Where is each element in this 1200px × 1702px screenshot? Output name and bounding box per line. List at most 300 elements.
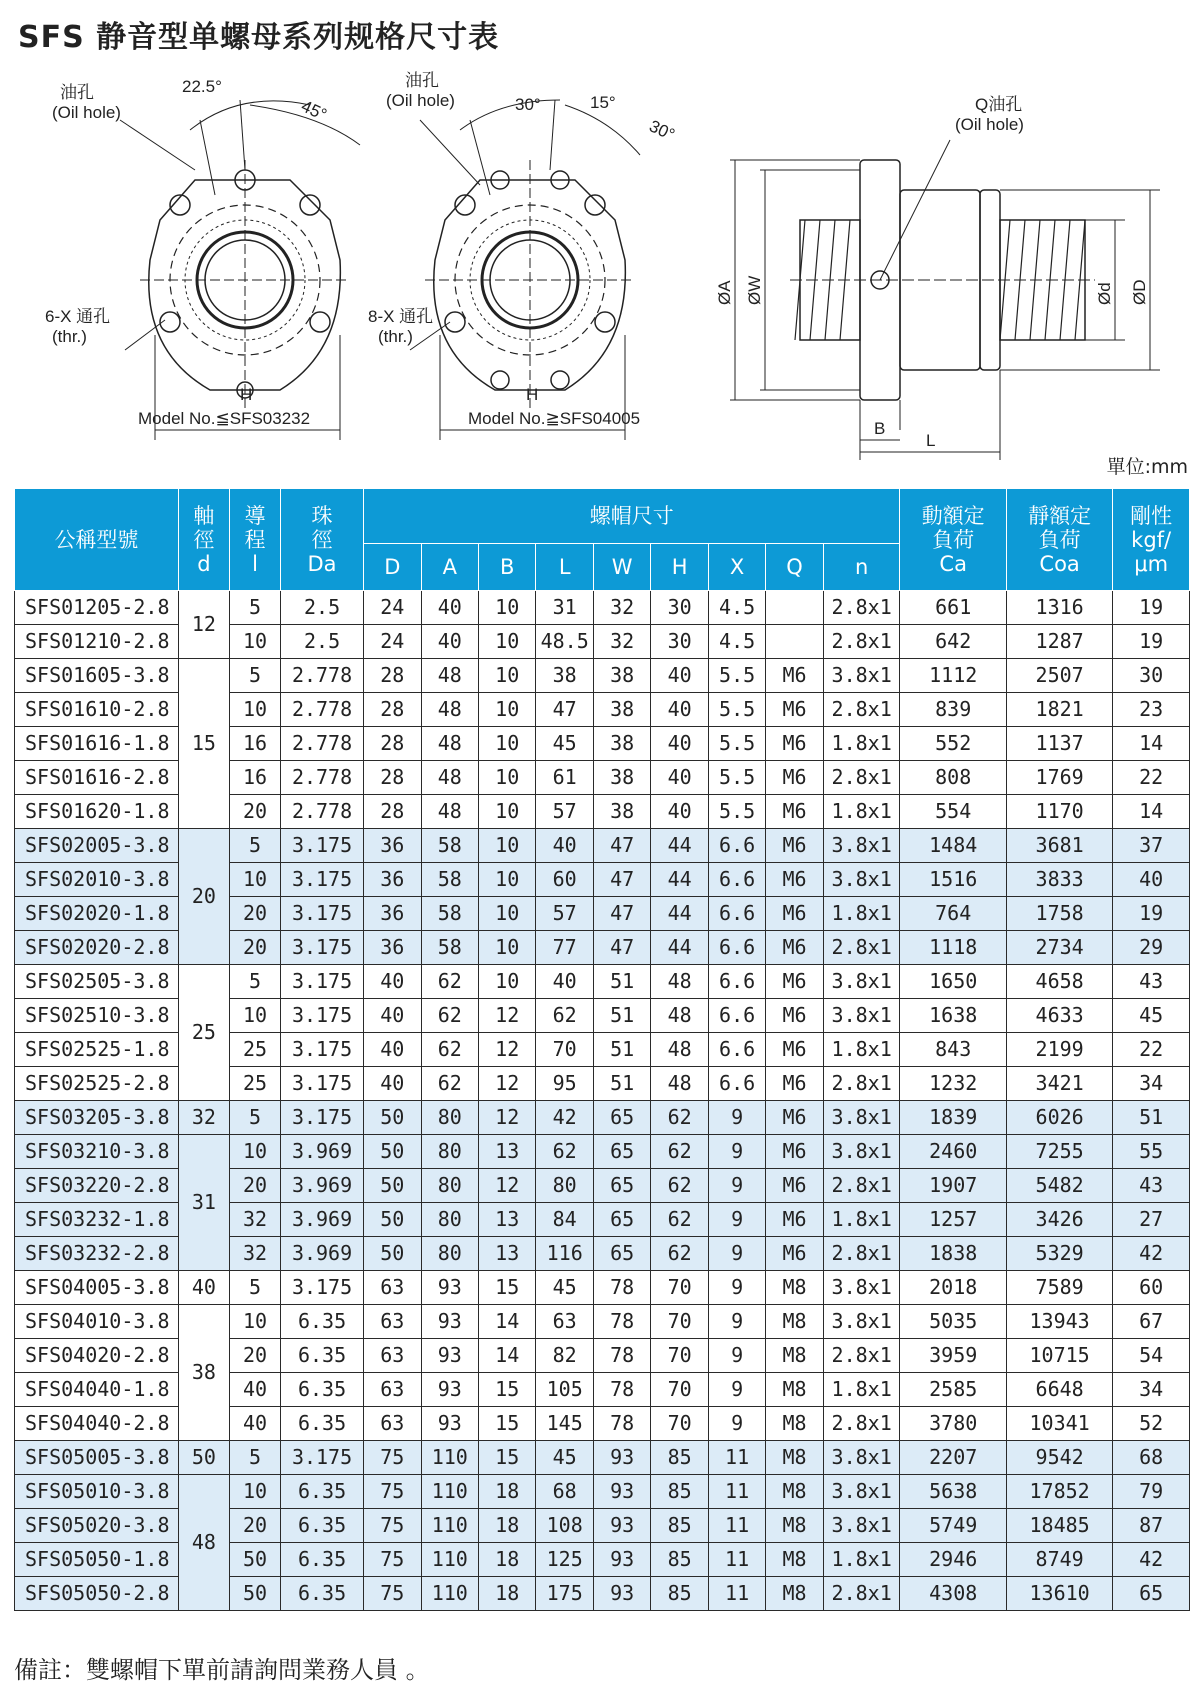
table-cell: 3833	[1006, 863, 1112, 897]
table-cell: 1316	[1006, 591, 1112, 625]
table-cell: 1638	[900, 999, 1006, 1033]
table-cell: 2.8x1	[823, 1169, 900, 1203]
table-cell: 3959	[900, 1339, 1006, 1373]
table-cell: 11	[708, 1441, 765, 1475]
table-cell: 68	[1113, 1441, 1190, 1475]
table-cell: 1.8x1	[823, 1373, 900, 1407]
table-cell: 9	[708, 1339, 765, 1373]
table-cell: 5	[229, 965, 280, 999]
table-cell: M6	[766, 897, 823, 931]
table-cell: 68	[536, 1475, 593, 1509]
table-cell: M6	[766, 693, 823, 727]
table-cell: 48.5	[536, 625, 593, 659]
table-cell: 93	[593, 1577, 650, 1611]
table-cell: 3.175	[281, 1101, 364, 1135]
table-cell: 42	[1113, 1237, 1190, 1271]
header-model: 公稱型號	[15, 489, 179, 591]
table-cell: 19	[1113, 591, 1190, 625]
table-cell: 51	[593, 965, 650, 999]
table-cell: 79	[1113, 1475, 1190, 1509]
table-cell: 93	[421, 1271, 478, 1305]
table-cell: 1838	[900, 1237, 1006, 1271]
page-title: SFS 静音型单螺母系列规格尺寸表	[18, 20, 500, 55]
table-cell: 3.8x1	[823, 1509, 900, 1543]
header-q: Q	[766, 544, 823, 591]
table-cell: 18	[478, 1577, 535, 1611]
table-cell: 1.8x1	[823, 795, 900, 829]
cell-model: SFS01205-2.8	[15, 591, 179, 625]
table-cell: 52	[1113, 1407, 1190, 1441]
table-cell: 2.8x1	[823, 1067, 900, 1101]
table-cell: 105	[536, 1373, 593, 1407]
table-cell: 5749	[900, 1509, 1006, 1543]
table-cell: M6	[766, 795, 823, 829]
table-cell: 44	[651, 863, 708, 897]
table-cell: 9	[708, 1101, 765, 1135]
table-cell: 28	[364, 761, 421, 795]
table-cell: 58	[421, 931, 478, 965]
mid-holes-en: (thr.)	[378, 327, 413, 346]
table-cell: M6	[766, 829, 823, 863]
table-cell: 1.8x1	[823, 897, 900, 931]
table-cell: 5035	[900, 1305, 1006, 1339]
table-cell: M8	[766, 1543, 823, 1577]
table-cell: 3.969	[281, 1237, 364, 1271]
table-cell: 51	[593, 1033, 650, 1067]
table-cell: 20	[229, 897, 280, 931]
table-cell: 1.8x1	[823, 1203, 900, 1237]
table-cell: 5638	[900, 1475, 1006, 1509]
table-cell: 58	[421, 863, 478, 897]
table-cell: 78	[593, 1305, 650, 1339]
table-cell: 5.5	[708, 761, 765, 795]
table-cell: 93	[593, 1441, 650, 1475]
table-cell: 3.8x1	[823, 1305, 900, 1339]
table-cell: 2507	[1006, 659, 1112, 693]
table-cell: 125	[536, 1543, 593, 1577]
table-cell: 10	[478, 829, 535, 863]
table-cell: 4.5	[708, 591, 765, 625]
spec-table	[14, 488, 1190, 1611]
table-cell: 6.6	[708, 1067, 765, 1101]
table-cell: 6.6	[708, 999, 765, 1033]
side-oil-q-en: (Oil hole)	[955, 115, 1024, 134]
table-cell: 29	[1113, 931, 1190, 965]
table-cell: 62	[651, 1203, 708, 1237]
cell-model: SFS01616-1.8	[15, 727, 179, 761]
table-cell: 57	[536, 897, 593, 931]
table-cell: 2734	[1006, 931, 1112, 965]
header-a: A	[421, 544, 478, 591]
table-cell: 2585	[900, 1373, 1006, 1407]
table-cell: 10	[478, 897, 535, 931]
table-cell: 75	[364, 1441, 421, 1475]
table-cell: M6	[766, 965, 823, 999]
table-cell: 93	[421, 1407, 478, 1441]
table-cell: 12	[478, 1169, 535, 1203]
table-cell: 552	[900, 727, 1006, 761]
cell-shaft-diameter: 38	[178, 1305, 229, 1441]
table-cell: 12	[478, 999, 535, 1033]
table-cell: M6	[766, 999, 823, 1033]
table-cell: 175	[536, 1577, 593, 1611]
header-shaft: 軸 徑 d	[178, 489, 229, 591]
table-cell: 37	[1113, 829, 1190, 863]
mid-oil-hole-en: (Oil hole)	[386, 91, 455, 110]
table-cell: 50	[364, 1237, 421, 1271]
cell-model: SFS04010-3.8	[15, 1305, 179, 1339]
table-cell: 15	[478, 1373, 535, 1407]
left-oil-hole-en: (Oil hole)	[52, 103, 121, 122]
table-cell: 2.8x1	[823, 931, 900, 965]
table-cell: 6.35	[281, 1339, 364, 1373]
table-cell: 6026	[1006, 1101, 1112, 1135]
table-cell: 30	[1113, 659, 1190, 693]
table-cell: 10	[229, 1475, 280, 1509]
table-cell: 10	[229, 1305, 280, 1339]
table-cell: 110	[421, 1543, 478, 1577]
table-cell: 6.6	[708, 829, 765, 863]
table-cell: 1.8x1	[823, 1033, 900, 1067]
table-cell: 10	[478, 727, 535, 761]
table-cell: 16	[229, 761, 280, 795]
table-row	[15, 1135, 1190, 1169]
table-cell: 10	[478, 863, 535, 897]
table-cell: 63	[364, 1339, 421, 1373]
cell-model: SFS03210-3.8	[15, 1135, 179, 1169]
table-cell: 1.8x1	[823, 727, 900, 761]
table-cell: 2199	[1006, 1033, 1112, 1067]
table-cell: 57	[536, 795, 593, 829]
table-cell: 5	[229, 1271, 280, 1305]
table-cell: 20	[229, 795, 280, 829]
cell-model: SFS03232-2.8	[15, 1237, 179, 1271]
table-cell: 1170	[1006, 795, 1112, 829]
header-w: W	[593, 544, 650, 591]
table-cell: 10	[478, 761, 535, 795]
table-cell: M8	[766, 1509, 823, 1543]
table-cell: 3426	[1006, 1203, 1112, 1237]
table-cell: 22	[1113, 761, 1190, 795]
table-cell: 78	[593, 1271, 650, 1305]
table-cell: 85	[651, 1509, 708, 1543]
table-cell: 36	[364, 863, 421, 897]
table-cell: 661	[900, 591, 1006, 625]
table-cell: 9	[708, 1271, 765, 1305]
cell-model: SFS02020-2.8	[15, 931, 179, 965]
table-cell: 48	[421, 795, 478, 829]
mid-holes-cn: 8-X 通孔	[368, 307, 434, 326]
header-ca: 動額定 負荷 Ca	[900, 489, 1006, 591]
table-cell: 42	[1113, 1543, 1190, 1577]
header-ball: 珠 徑 Da	[281, 489, 364, 591]
table-cell: 110	[421, 1509, 478, 1543]
table-cell: 642	[900, 625, 1006, 659]
table-cell: 3.175	[281, 1271, 364, 1305]
table-cell: 3681	[1006, 829, 1112, 863]
table-cell: 10	[478, 965, 535, 999]
table-cell: 93	[593, 1543, 650, 1577]
cell-model: SFS02525-2.8	[15, 1067, 179, 1101]
table-cell: 18	[478, 1509, 535, 1543]
table-cell: 51	[593, 999, 650, 1033]
table-cell: 3.175	[281, 897, 364, 931]
header-d: D	[364, 544, 421, 591]
table-cell: 6.6	[708, 897, 765, 931]
table-cell: 50	[229, 1577, 280, 1611]
cell-model: SFS04005-3.8	[15, 1271, 179, 1305]
table-cell: 32	[229, 1203, 280, 1237]
cell-model: SFS04020-2.8	[15, 1339, 179, 1373]
table-cell: 80	[421, 1203, 478, 1237]
mid-angle-30-b: 30°	[646, 116, 678, 145]
table-cell: 5.5	[708, 659, 765, 693]
left-holes-cn: 6-X 通孔	[45, 307, 111, 326]
header-nut-dims: 螺帽尺寸	[364, 489, 900, 544]
table-cell: 50	[364, 1203, 421, 1237]
table-cell: 9542	[1006, 1441, 1112, 1475]
left-model-range: Model No.≦SFS03232	[138, 409, 311, 428]
table-cell: 11	[708, 1509, 765, 1543]
table-cell: 11	[708, 1475, 765, 1509]
table-cell: 38	[593, 795, 650, 829]
table-cell: 65	[1113, 1577, 1190, 1611]
table-cell: 40	[536, 829, 593, 863]
table-cell: 70	[651, 1373, 708, 1407]
table-cell: 2.778	[281, 761, 364, 795]
table-cell: 14	[478, 1339, 535, 1373]
table-cell: 85	[651, 1475, 708, 1509]
table-cell: 12	[478, 1101, 535, 1135]
table-cell: 25	[229, 1033, 280, 1067]
table-cell: 11	[708, 1543, 765, 1577]
table-cell: 18485	[1006, 1509, 1112, 1543]
table-cell: 10	[229, 625, 280, 659]
table-cell: 93	[421, 1373, 478, 1407]
table-cell: 6.35	[281, 1373, 364, 1407]
table-cell: 1758	[1006, 897, 1112, 931]
table-cell: 85	[651, 1441, 708, 1475]
table-cell: 13943	[1006, 1305, 1112, 1339]
cell-shaft-diameter: 32	[178, 1101, 229, 1135]
table-cell: 11	[708, 1577, 765, 1611]
table-cell: 36	[364, 931, 421, 965]
table-cell: 13	[478, 1203, 535, 1237]
table-cell: 6.35	[281, 1475, 364, 1509]
table-cell: 55	[1113, 1135, 1190, 1169]
side-dim-a: ØA	[715, 280, 734, 305]
table-cell: 1137	[1006, 727, 1112, 761]
table-cell: 40	[651, 727, 708, 761]
table-cell: 80	[421, 1237, 478, 1271]
table-cell: 40	[364, 965, 421, 999]
table-cell: 44	[651, 829, 708, 863]
table-cell: 2.8x1	[823, 625, 900, 659]
table-cell: 45	[536, 1271, 593, 1305]
table-cell: M6	[766, 863, 823, 897]
header-b: B	[478, 544, 535, 591]
side-dim-d-small: Ød	[1095, 282, 1114, 305]
table-cell: 10	[229, 1135, 280, 1169]
table-cell: 50	[364, 1101, 421, 1135]
left-dim-h: H	[240, 385, 253, 404]
table-cell: 2.5	[281, 591, 364, 625]
table-cell: 3.969	[281, 1203, 364, 1237]
table-cell: 70	[651, 1271, 708, 1305]
table-cell: 24	[364, 625, 421, 659]
cell-model: SFS02020-1.8	[15, 897, 179, 931]
table-cell: 10	[478, 659, 535, 693]
table-cell: 28	[364, 795, 421, 829]
header-rigidity: 剛性 kgf/ μm	[1113, 489, 1190, 591]
table-cell: 65	[593, 1203, 650, 1237]
table-cell: 75	[364, 1543, 421, 1577]
table-cell: M6	[766, 659, 823, 693]
table-cell: 65	[593, 1169, 650, 1203]
table-cell: 3.8x1	[823, 1441, 900, 1475]
table-cell: 13610	[1006, 1577, 1112, 1611]
table-cell: 10	[229, 693, 280, 727]
table-cell: 6.35	[281, 1407, 364, 1441]
table-cell: 40	[651, 795, 708, 829]
table-cell: 10	[478, 625, 535, 659]
table-cell: 3.8x1	[823, 1271, 900, 1305]
side-dim-w: ØW	[745, 275, 764, 305]
table-cell: 5	[229, 591, 280, 625]
table-cell	[766, 625, 823, 659]
table-cell: 4.5	[708, 625, 765, 659]
table-cell: 6.35	[281, 1543, 364, 1577]
table-cell: M6	[766, 1033, 823, 1067]
table-cell: 30	[651, 625, 708, 659]
table-cell: 15	[478, 1407, 535, 1441]
table-row	[15, 659, 1190, 693]
table-cell: 5	[229, 1441, 280, 1475]
table-cell: 9	[708, 1169, 765, 1203]
table-cell: 839	[900, 693, 1006, 727]
table-cell: 28	[364, 693, 421, 727]
table-cell: 80	[421, 1169, 478, 1203]
table-row	[15, 829, 1190, 863]
table-cell: 63	[536, 1305, 593, 1339]
table-cell: 19	[1113, 625, 1190, 659]
table-row	[15, 591, 1190, 625]
table-cell: 3.8x1	[823, 829, 900, 863]
table-cell: M6	[766, 1203, 823, 1237]
table-cell: 1112	[900, 659, 1006, 693]
table-cell: 40	[651, 761, 708, 795]
table-cell: 48	[421, 693, 478, 727]
table-cell: 7589	[1006, 1271, 1112, 1305]
cell-model: SFS01616-2.8	[15, 761, 179, 795]
table-row	[15, 1101, 1190, 1135]
table-cell: 70	[651, 1339, 708, 1373]
table-cell: 3.8x1	[823, 1101, 900, 1135]
table-cell: 45	[1113, 999, 1190, 1033]
table-cell: M8	[766, 1373, 823, 1407]
table-cell: 44	[651, 931, 708, 965]
table-cell: 51	[1113, 1101, 1190, 1135]
table-cell: 6.6	[708, 863, 765, 897]
cell-model: SFS03205-3.8	[15, 1101, 179, 1135]
table-cell: 93	[421, 1339, 478, 1373]
table-cell: 2.778	[281, 795, 364, 829]
table-cell: 25	[229, 1067, 280, 1101]
table-cell: M8	[766, 1441, 823, 1475]
table-cell: 30	[651, 591, 708, 625]
table-cell: 1650	[900, 965, 1006, 999]
table-cell: 18	[478, 1543, 535, 1577]
table-cell: 2.778	[281, 693, 364, 727]
left-holes-en: (thr.)	[52, 327, 87, 346]
table-cell: 84	[536, 1203, 593, 1237]
table-cell: 32	[593, 591, 650, 625]
table-cell: 14	[1113, 795, 1190, 829]
table-cell: 62	[536, 999, 593, 1033]
cell-model: SFS01620-1.8	[15, 795, 179, 829]
table-cell: 2.8x1	[823, 1339, 900, 1373]
table-cell: 40	[536, 965, 593, 999]
table-cell: 18	[478, 1475, 535, 1509]
table-cell: 3.8x1	[823, 1475, 900, 1509]
cell-model: SFS02005-3.8	[15, 829, 179, 863]
mid-angle-15: 15°	[590, 93, 616, 112]
table-cell: 1287	[1006, 625, 1112, 659]
table-cell: 38	[593, 693, 650, 727]
table-cell: 62	[421, 1033, 478, 1067]
table-cell: 110	[421, 1441, 478, 1475]
table-cell: 40	[1113, 863, 1190, 897]
cell-model: SFS05050-1.8	[15, 1543, 179, 1577]
table-cell: 7255	[1006, 1135, 1112, 1169]
table-cell: M8	[766, 1475, 823, 1509]
table-cell: 70	[651, 1305, 708, 1339]
table-cell: 10	[478, 795, 535, 829]
cell-shaft-diameter: 20	[178, 829, 229, 965]
table-cell: 108	[536, 1509, 593, 1543]
cell-shaft-diameter: 50	[178, 1441, 229, 1475]
table-cell: 554	[900, 795, 1006, 829]
table-cell: 40	[364, 1067, 421, 1101]
table-cell: 110	[421, 1475, 478, 1509]
table-cell: 4633	[1006, 999, 1112, 1033]
table-cell: 14	[1113, 727, 1190, 761]
table-cell: 12	[478, 1067, 535, 1101]
table-cell: M8	[766, 1407, 823, 1441]
side-dim-l: L	[926, 431, 936, 450]
table-cell: 3421	[1006, 1067, 1112, 1101]
table-cell: M8	[766, 1577, 823, 1611]
table-cell: 19	[1113, 897, 1190, 931]
table-cell: 42	[536, 1101, 593, 1135]
table-cell: 16	[229, 727, 280, 761]
table-cell: 8749	[1006, 1543, 1112, 1577]
table-cell: M8	[766, 1339, 823, 1373]
table-cell: 75	[364, 1475, 421, 1509]
table-cell: 2.8x1	[823, 693, 900, 727]
side-dim-b: B	[874, 419, 886, 438]
table-cell: 5	[229, 659, 280, 693]
table-cell: 3.8x1	[823, 863, 900, 897]
table-cell: 9	[708, 1407, 765, 1441]
table-cell: 23	[1113, 693, 1190, 727]
table-cell: M8	[766, 1305, 823, 1339]
table-cell: 40	[421, 591, 478, 625]
technical-drawings	[0, 60, 1200, 460]
table-cell: 40	[364, 999, 421, 1033]
cell-shaft-diameter: 25	[178, 965, 229, 1101]
table-cell: 36	[364, 829, 421, 863]
